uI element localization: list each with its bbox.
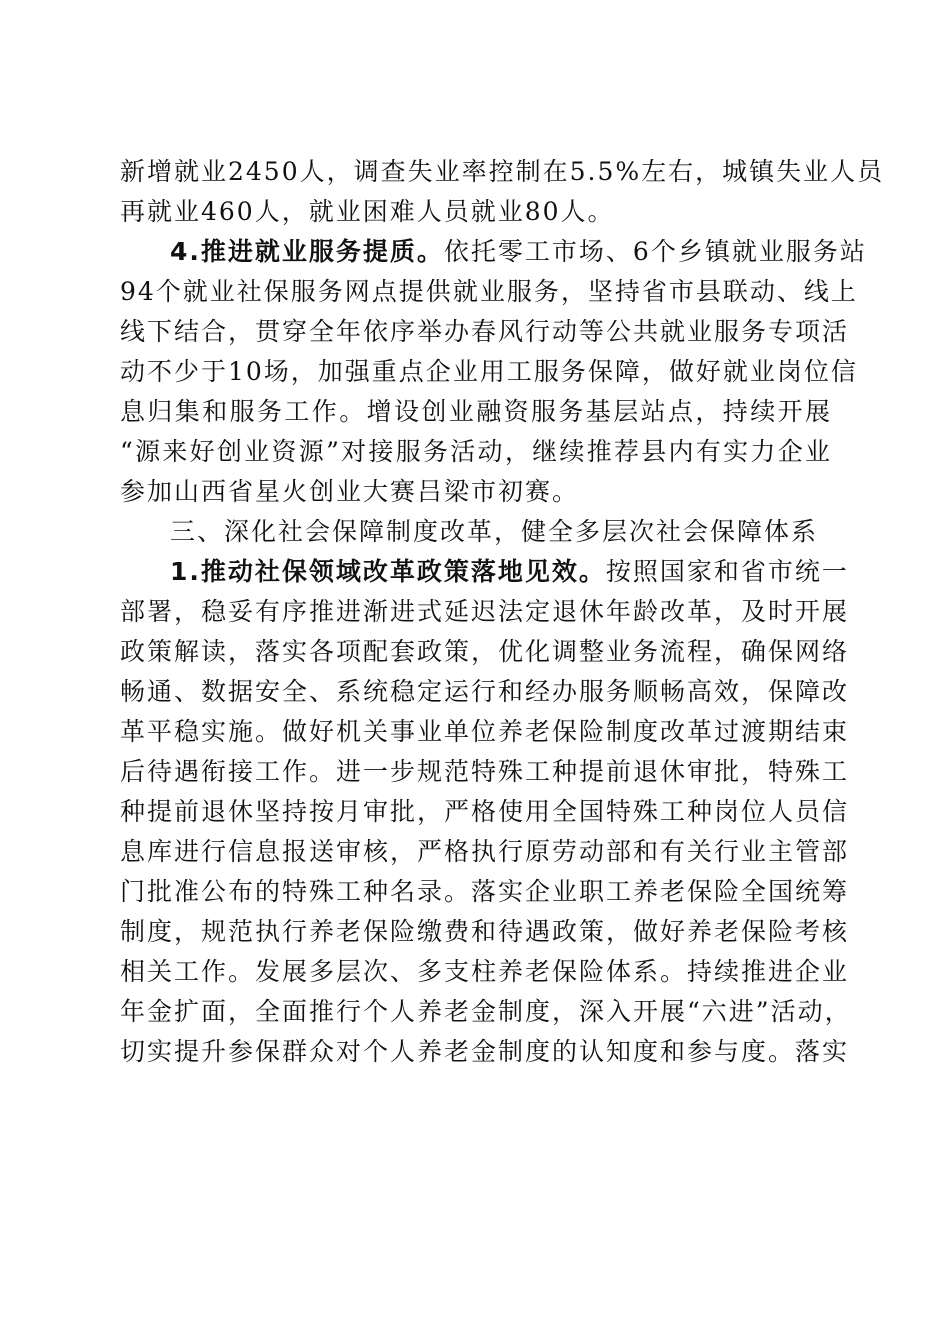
text-line-17: 种提前退休坚持按月审批，严格使用全国特殊工种岗位人员信 xyxy=(120,797,850,826)
text-line-4: 94个就业社保服务网点提供就业服务，坚持省市县联动、线上 xyxy=(120,277,858,306)
item-4-title: 4.推进就业服务提质。 xyxy=(170,237,444,266)
text-line-22: 年金扩面，全面推行个人养老金制度，深入开展“六进”活动， xyxy=(120,997,852,1026)
text-line-7: 息归集和服务工作。增设创业融资服务基层站点，持续开展 xyxy=(120,397,832,426)
text-line-8: “源来好创业资源”对接服务活动，继续推荐县内有实力企业 xyxy=(120,437,832,466)
item-1-text: 按照国家和省市统一 xyxy=(605,557,849,586)
document-body xyxy=(120,152,885,1072)
item-4-heading-line xyxy=(120,232,867,272)
item-1-title: 1.推动社保领域改革政策落地见效。 xyxy=(170,557,606,586)
text-line-13: 政策解读，落实各项配套政策，优化调整业务流程，确保网络 xyxy=(120,637,850,666)
text-line-21: 相关工作。发展多层次、多支柱养老保险体系。持续推进企业 xyxy=(120,957,850,986)
text-line-20: 制度，规范执行养老保险缴费和待遇政策，做好养老保险考核 xyxy=(120,917,850,946)
text-line-2: 再就业460人，就业困难人员就业80人。 xyxy=(120,197,615,226)
text-line-18: 息库进行信息报送审核，严格执行原劳动部和有关行业主管部 xyxy=(120,837,850,866)
text-line-12: 部署，稳妥有序推进渐进式延迟法定退休年龄改革，及时开展 xyxy=(120,597,850,626)
text-line-15: 革平稳实施。做好机关事业单位养老保险制度改革过渡期结束 xyxy=(120,717,850,746)
text-line-14: 畅通、数据安全、系统稳定运行和经办服务顺畅高效，保障改 xyxy=(120,677,850,706)
text-line-19: 门批准公布的特殊工种名录。落实企业职工养老保险全国统筹 xyxy=(120,877,850,906)
text-line-1: 新增就业2450人，调查失业率控制在5.5%左右，城镇失业人员 xyxy=(120,157,885,186)
item-4-text: 依托零工市场、6个乡镇就业服务站 xyxy=(443,237,867,266)
text-line-9: 参加山西省星火创业大赛吕梁市初赛。 xyxy=(120,477,580,506)
text-line-5: 线下结合，贯穿全年依序举办春风行动等公共就业服务专项活 xyxy=(120,317,850,346)
text-line-23: 切实提升参保群众对个人养老金制度的认知度和参与度。落实 xyxy=(120,1037,850,1066)
text-line-6: 动不少于10场，加强重点企业用工服务保障，做好就业岗位信 xyxy=(120,357,858,386)
item-1-heading-line xyxy=(120,552,849,592)
section-heading: 三、深化社会保障制度改革，健全多层次社会保障体系 xyxy=(170,517,819,546)
text-line-16: 后待遇衔接工作。进一步规范特殊工种提前退休审批，特殊工 xyxy=(120,757,850,786)
